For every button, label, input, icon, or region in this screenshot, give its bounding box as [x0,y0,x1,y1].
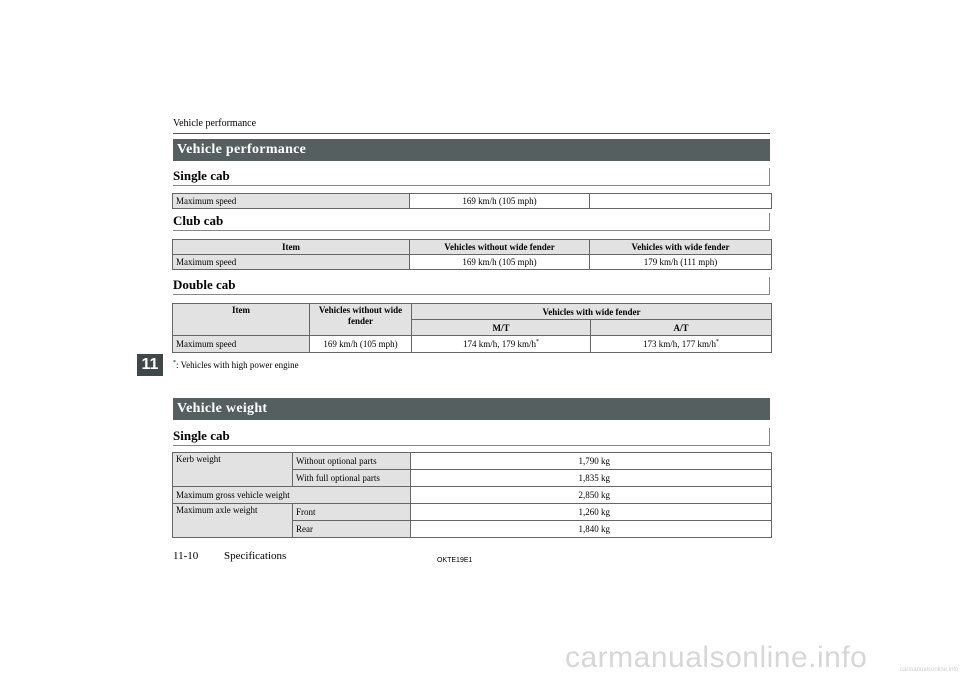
cell-at-text: 173 km/h, 177 km/h [642,339,716,349]
asterisk-mark: * [716,339,719,345]
section-title-performance: Vehicle performance [173,139,770,161]
cell-value: 169 km/h (105 mph) [410,194,590,209]
cell-rear: Rear [293,521,411,538]
cell-front-value: 1,260 kg [411,504,772,521]
cell-gross-weight: Maximum gross vehicle weight [173,487,411,504]
cell-mt [412,336,591,353]
header-without-wide-fender: Vehicles without wide fender [410,240,590,255]
cell-empty [590,194,772,209]
page-number: 11-10 [173,550,199,562]
document-code: OKTE19E1 [437,557,473,564]
cell-item: Maximum speed [173,255,410,270]
cell-without-optional: Without optional parts [293,453,411,470]
table-row [173,194,772,209]
single-cab-weight-table [172,452,772,538]
double-cab-speed-table [172,303,772,353]
table-header-row [173,240,772,255]
cell-rear-value: 1,840 kg [411,521,772,538]
cell-item: Maximum speed [173,336,310,353]
club-cab-speed-table [172,239,772,270]
table-header-row [173,304,772,320]
footnote-mark: * [173,360,176,366]
subsection-title-weight-single-cab: Single cab [173,428,770,446]
watermark-small: carmanualsonline.info [900,667,959,673]
subsection-title-club-cab: Club cab [173,213,770,231]
cell-kerb-weight: Kerb weight [173,453,293,487]
table-row [173,453,772,470]
watermark: carmanualsonline.info [565,641,868,674]
header-item: Item [173,304,310,336]
header-at: A/T [591,320,772,336]
asterisk-mark: * [536,339,539,345]
header-item: Item [173,240,410,255]
table-row [173,336,772,353]
cell-gross-weight-value: 2,850 kg [411,487,772,504]
cell-mt-text: 174 km/h, 179 km/h [462,339,536,349]
cell-with-optional: With full optional parts [293,470,411,487]
cell-front: Front [293,504,411,521]
single-cab-speed-table [172,193,772,209]
header-with-wide-fender: Vehicles with wide fender [590,240,772,255]
cell-axle-weight: Maximum axle weight [173,504,293,538]
subsection-title-double-cab: Double cab [173,277,770,295]
subsection-title-single-cab: Single cab [173,168,770,186]
chapter-name: Specifications [224,550,287,562]
cell-with: 179 km/h (111 mph) [590,255,772,270]
footnote [173,360,299,370]
cell-item: Maximum speed [173,194,410,209]
table-row [173,487,772,504]
table-row [173,504,772,521]
table-row [173,255,772,270]
cell-without-optional-value: 1,790 kg [411,453,772,470]
cell-with-optional-value: 1,835 kg [411,470,772,487]
chapter-tab: 11 [137,354,163,376]
section-title-weight: Vehicle weight [173,398,770,420]
footnote-text: : Vehicles with high power engine [176,360,299,370]
header-mt: M/T [412,320,591,336]
cell-at [591,336,772,353]
cell-without: 169 km/h (105 mph) [410,255,590,270]
running-head: Vehicle performance [173,118,257,129]
cell-without: 169 km/h (105 mph) [310,336,412,353]
header-with-wide-fender: Vehicles with wide fender [412,304,772,320]
header-without-wide-fender: Vehicles without wide fender [310,304,412,336]
header-rule [173,133,770,134]
